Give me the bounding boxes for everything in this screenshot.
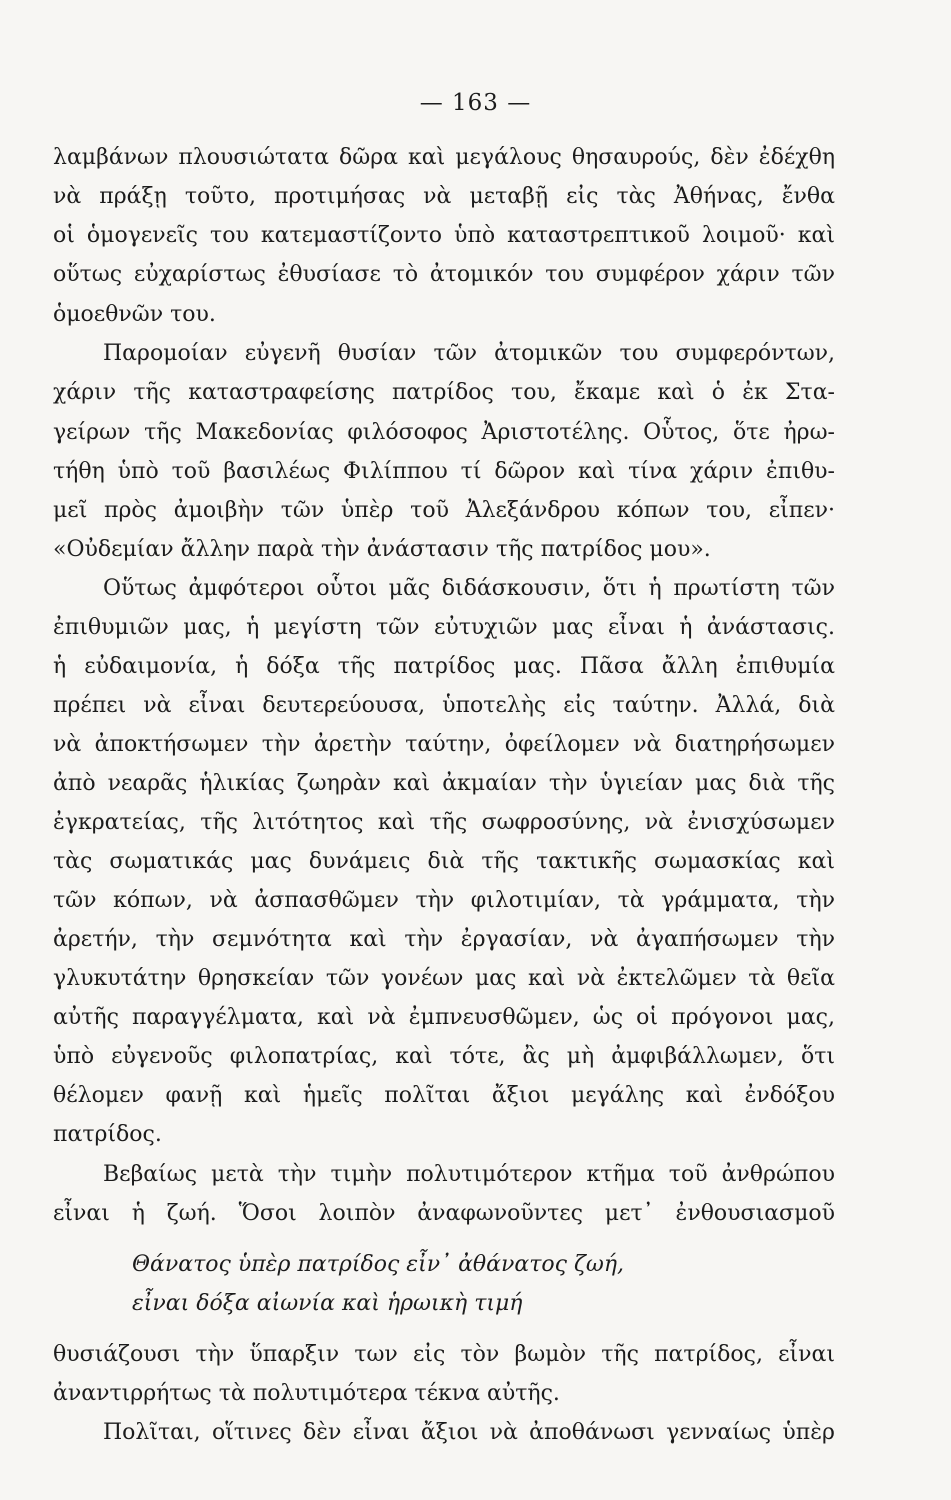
text-line: νὰ ἀποκτήσωμεν τὴν ἀρετὴν ταύτην, ὀφείλομεν νὰ διατηρήσωμεν	[53, 732, 835, 757]
text-line: μεῖ πρὸς ἀμοιβὴν τῶν ὑπὲρ τοῦ Ἀλεξάνδρου κόπων του, εἶπεν·	[53, 498, 835, 523]
paragraph-start-line: Πολῖται, οἵτινες δὲν εἶναι ἄξιοι νὰ ἀποθάνωσι γενναίως ὑπὲρ	[103, 1420, 835, 1445]
paragraph-start-line: Οὕτως ἀμφότεροι οὗτοι μᾶς διδάσκουσιν, ὅτι ἡ πρωτίστη τῶν	[103, 576, 835, 601]
text-line: θέλομεν φανῇ καὶ ἡμεῖς πολῖται ἄξιοι μεγάλης καὶ ἐνδόξου	[53, 1083, 835, 1108]
text-line: ἀπὸ νεαρᾶς ἡλικίας ζωηρὰν καὶ ἀκμαίαν τὴν ὑγιείαν μας διὰ τῆς	[53, 771, 835, 796]
text-line: αὐτῆς παραγγέλματα, καὶ νὰ ἐμπνευσθῶμεν, ὡς οἱ πρόγονοι μας,	[53, 1005, 835, 1030]
text-line: τῶν κόπων, νὰ ἀσπασθῶμεν τὴν φιλοτιμίαν, τὰ γράμματα, τὴν	[53, 888, 835, 913]
verse-line: Θάνατος ὑπὲρ πατρίδος εἶν᾽ ἀθάνατος ζωή,	[132, 1252, 625, 1277]
text-line: ἀναντιρρήτως τὰ πολυτιμότερα τέκνα αὐτῆς.	[53, 1381, 560, 1406]
page-number: — 163 —	[419, 90, 532, 116]
text-line: νὰ πράξῃ τοῦτο, προτιμήσας νὰ μεταβῇ εἰς τὰς Ἀθήνας, ἔνθα	[53, 184, 835, 209]
text-line: λαμβάνων πλουσιώτατα δῶρα καὶ μεγάλους θησαυρούς, δὲν ἐδέχθη	[53, 145, 835, 170]
text-line: ἐγκρατείας, τῆς λιτότητος καὶ τῆς σωφροσύνης, νὰ ἐνισχύσωμεν	[53, 810, 835, 835]
text-line: πρέπει νὰ εἶναι δευτερεύουσα, ὑποτελὴς εἰς ταύτην. Ἀλλά, διὰ	[53, 693, 835, 718]
paragraph-start-line: Βεβαίως μετὰ τὴν τιμὴν πολυτιμότερον κτῆμα τοῦ ἀνθρώπου	[103, 1162, 835, 1187]
text-line: γλυκυτάτην θρησκείαν τῶν γονέων μας καὶ νὰ ἐκτελῶμεν τὰ θεῖα	[53, 966, 835, 991]
text-line: πατρίδος.	[53, 1122, 162, 1147]
text-line: ὑπὸ εὐγενοῦς φιλοπατρίας, καὶ τότε, ἂς μὴ ἀμφιβάλλωμεν, ὅτι	[53, 1044, 835, 1069]
text-line: τὰς σωματικάς μας δυνάμεις διὰ τῆς τακτικῆς σωμασκίας καὶ	[53, 849, 835, 874]
verse-line: εἶναι δόξα αἰωνία καὶ ἡρωικὴ τιμή	[132, 1291, 523, 1316]
text-line: οὕτως εὐχαρίστως ἐθυσίασε τὸ ἀτομικόν του συμφέρον χάριν τῶν	[53, 262, 835, 287]
text-line: «Οὐδεμίαν ἄλλην παρὰ τὴν ἀνάστασιν τῆς πατρίδος μου».	[53, 537, 711, 562]
text-line: ἡ εὐδαιμονία, ἡ δόξα τῆς πατρίδος μας. Πᾶσα ἄλλη ἐπιθυμία	[53, 654, 835, 679]
text-line: τήθη ὑπὸ τοῦ βασιλέως Φιλίππου τί δῶρον καὶ τίνα χάριν ἐπιθυ-	[53, 459, 835, 484]
text-line: οἱ ὁμογενεῖς του κατεμαστίζοντο ὑπὸ καταστρεπτικοῦ λοιμοῦ· καὶ	[53, 223, 835, 248]
text-line: εἶναι ἡ ζωή. Ὅσοι λοιπὸν ἀναφωνοῦντες μετ᾽ ἐνθουσιασμοῦ	[53, 1201, 835, 1226]
text-line: χάριν τῆς καταστραφείσης πατρίδος του, ἔκαμε καὶ ὁ ἐκ Στα-	[53, 380, 835, 405]
text-line: θυσιάζουσι τὴν ὕπαρξιν των εἰς τὸν βωμὸν τῆς πατρίδος, εἶναι	[53, 1342, 835, 1367]
text-line: ὁμοεθνῶν του.	[53, 302, 216, 327]
text-line: γείρων τῆς Μακεδονίας φιλόσοφος Ἀριστοτέλης. Οὗτος, ὅτε ἠρω-	[53, 420, 835, 445]
text-line: ἐπιθυμιῶν μας, ἡ μεγίστη τῶν εὐτυχιῶν μας εἶναι ἡ ἀνάστασις.	[53, 615, 835, 640]
text-line: ἀρετήν, τὴν σεμνότητα καὶ τὴν ἐργασίαν, νὰ ἀγαπήσωμεν τὴν	[53, 927, 835, 952]
paragraph-start-line: Παρομοίαν εὐγενῆ θυσίαν τῶν ἀτομικῶν του συμφερόντων,	[103, 341, 835, 366]
